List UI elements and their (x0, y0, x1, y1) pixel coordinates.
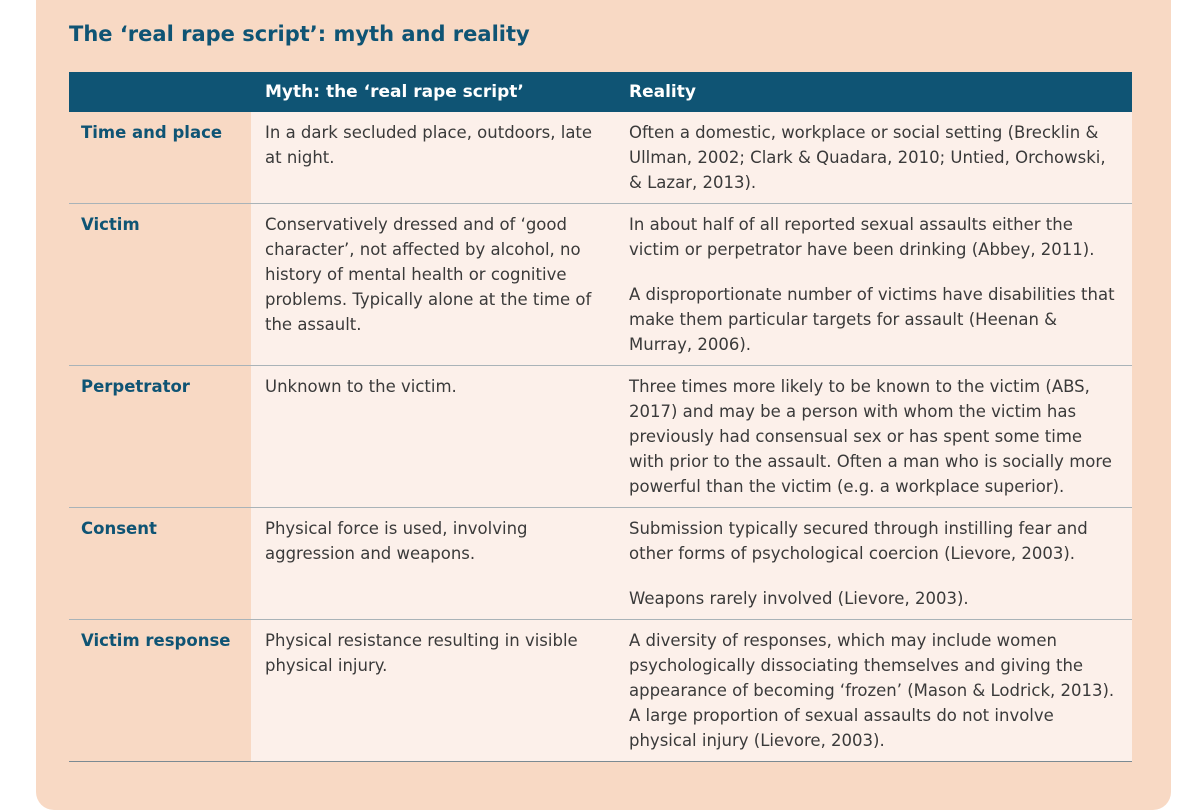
table-row (69, 508, 1132, 620)
table-row (69, 366, 1132, 508)
reality-cell (615, 508, 1132, 620)
myth-cell: Conservatively dressed and of ‘good character’, not affected by alcohol, no history of mental health or cognitive problems. Typically alone at the time of the assault. (251, 204, 615, 366)
myth-reality-table (69, 72, 1132, 762)
reality-cell (615, 204, 1132, 366)
reality-paragraph: Submission typically secured through instilling fear and other forms of psychological coercion (Lievore, 2003). (629, 519, 1088, 563)
reality-paragraph: Often a domestic, workplace or social setting (Brecklin & Ullman, 2002; Clark & Quadara, 2010; Untied, Orchowski, & Lazar, 2013). (629, 123, 1106, 192)
row-label: Time and place (69, 112, 251, 204)
table-row (69, 204, 1132, 366)
myth-cell: Physical resistance resulting in visible physical injury. (251, 620, 615, 762)
reality-paragraph: In about half of all reported sexual assaults either the victim or perpetrator have been drinking (Abbey, 2011). (629, 215, 1095, 259)
row-label: Consent (69, 508, 251, 620)
reality-paragraph: A diversity of responses, which may include women psychologically dissociating themselves and giving the appearance of becoming ‘frozen’ (Mason & Lodrick, 2013). A large proportion of sexual assaults do not involve physical injury (Lievore, 2003). (629, 631, 1115, 750)
reality-cell (615, 112, 1132, 204)
reality-cell (615, 366, 1132, 508)
myth-cell: Physical force is used, involving aggression and weapons. (251, 508, 615, 620)
reality-paragraph: Weapons rarely involved (Lievore, 2003). (629, 589, 969, 608)
header-blank (69, 72, 251, 112)
reality-paragraph: A disproportionate number of victims have disabilities that make them particular targets for assault (Heenan & Murray, 2006). (629, 285, 1115, 354)
myth-cell: Unknown to the victim. (251, 366, 615, 508)
table-header (69, 72, 1132, 112)
table-row (69, 620, 1132, 762)
reality-paragraph: Three times more likely to be known to the victim (ABS, 2017) and may be a person with whom the victim has previously had consensual sex or has spent some time with prior to the assault. Often a man who is socially more powerful than the victim (e.g. a workplace superior). (629, 377, 1112, 496)
header-myth: Myth: the ‘real rape script’ (251, 72, 615, 112)
myth-cell: In a dark secluded place, outdoors, late at night. (251, 112, 615, 204)
row-label: Perpetrator (69, 366, 251, 508)
panel-title: The ‘real rape script’: myth and reality (69, 22, 530, 46)
table-row (69, 112, 1132, 204)
row-label: Victim response (69, 620, 251, 762)
reality-cell (615, 620, 1132, 762)
header-row (69, 72, 1132, 112)
header-reality: Reality (615, 72, 1132, 112)
row-label: Victim (69, 204, 251, 366)
